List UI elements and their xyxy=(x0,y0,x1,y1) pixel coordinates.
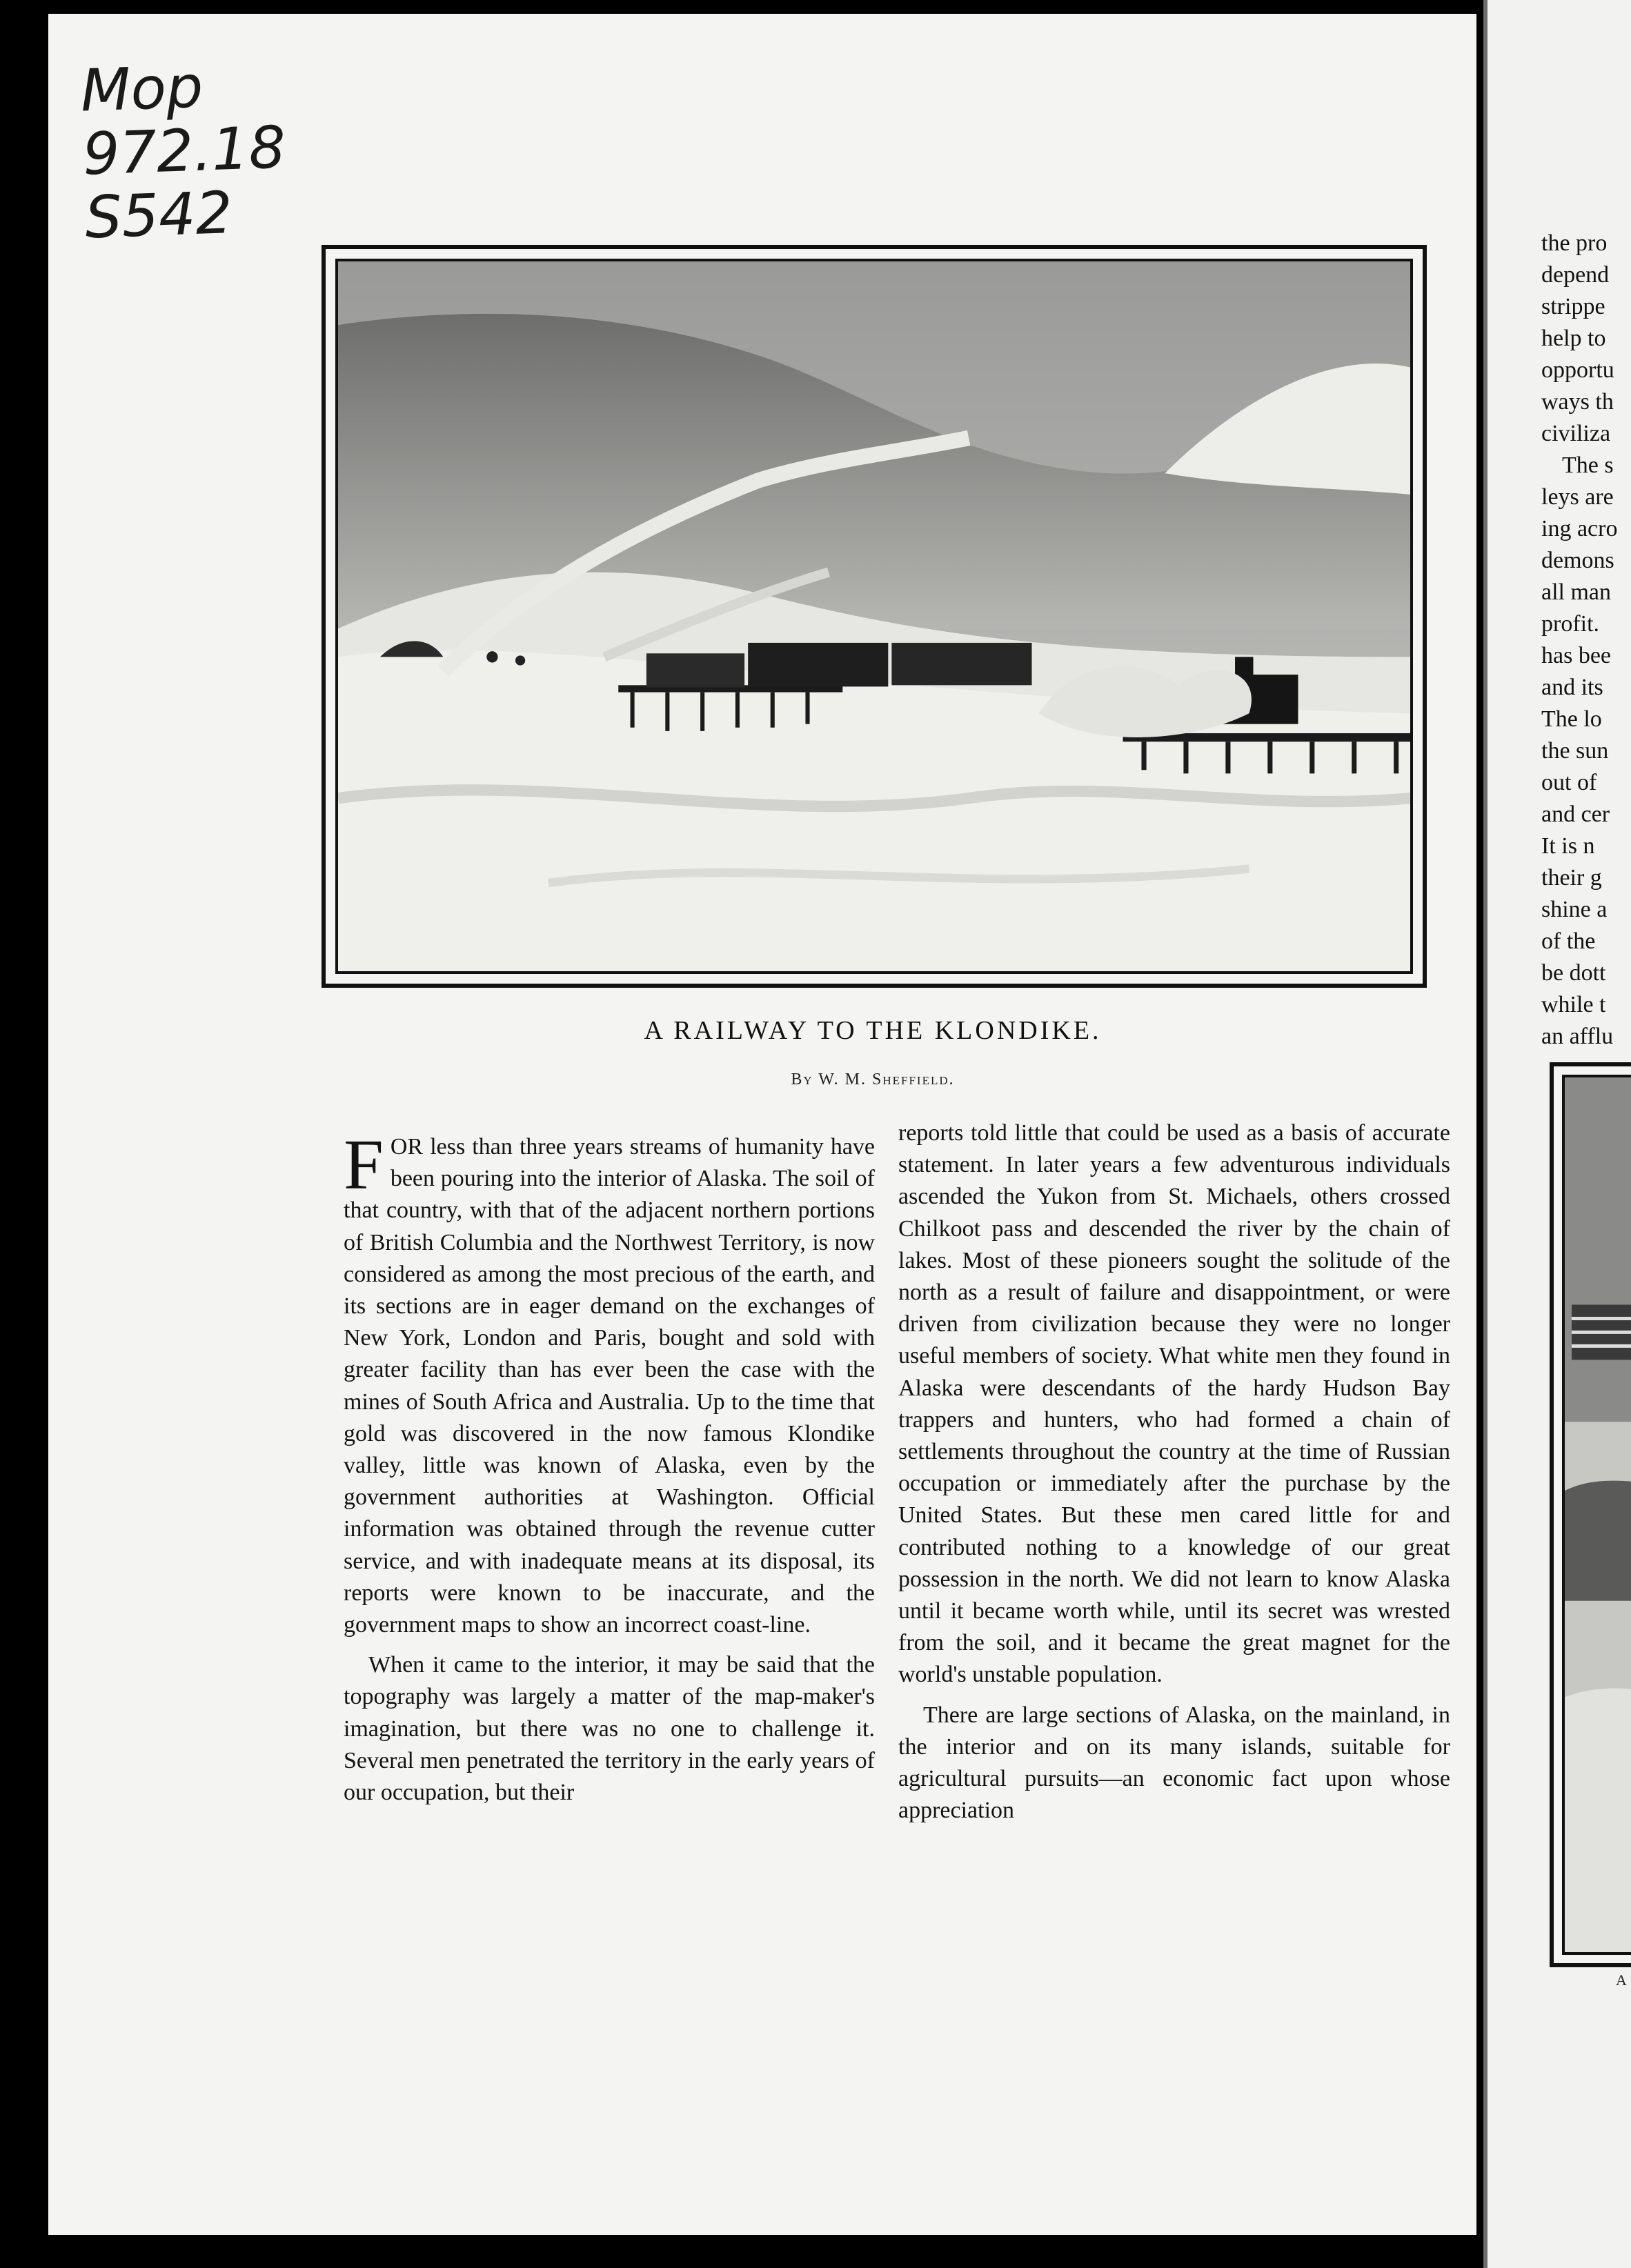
right-illustration-image xyxy=(1562,1075,1631,1955)
text-line-fragment: opportu xyxy=(1541,357,1614,383)
text-line-fragment: out of xyxy=(1541,770,1597,795)
right-page-illustration xyxy=(1550,1062,1631,1967)
text-line-fragment: all man xyxy=(1541,579,1612,605)
railway-illustration xyxy=(322,245,1427,988)
text-line-fragment: demons xyxy=(1541,548,1614,573)
paragraph: When it came to the interior, it may be said that the topography was largely a matter of the map-maker's imagination, but there was no one to challenge it. Several men penetrated the territory in the early years of our occupation, but their xyxy=(344,1652,875,1806)
article-title: A RAILWAY TO THE KLONDIKE. xyxy=(644,1016,1102,1045)
text-line-fragment: and its xyxy=(1541,675,1603,700)
text-line-fragment: an afflu xyxy=(1541,1024,1614,1049)
paragraph: reports told little that could be used as a basis of accurate statement. In later years a few adventurous individuals ascended the Yukon from St. Michaels, others crossed Chilkoot pass and descended the river by the chain of lakes. Most of these pioneers sought the solitude of the north as a result of failure and disappointment, or were driven from civilization because they were no longer useful members of society. What white men they found in Alaska were descendants of the hardy Hudson Bay trappers and hunters, who had formed a chain of settlements throughout the country at the time of Russian occupation or immediately after the purchase by the United States. But these men cared little for and contributed nothing to a knowledge of our great possession in the north. We did not learn to know Alaska until it became worth while, until its secret was wrested from the soil, and it became the great magnet for the world's unstable population. xyxy=(898,1120,1450,1688)
text-line-fragment: of the xyxy=(1541,928,1596,954)
paragraph: There are large sections of Alaska, on the mainland, in the interior and on its many islands, suitable for agricultural pursuits—an economic fact upon whose appreciation xyxy=(898,1702,1450,1824)
text-line-fragment: shine a xyxy=(1541,897,1608,922)
text-line-fragment: help to xyxy=(1541,326,1606,351)
text-line-fragment: civiliza xyxy=(1541,421,1611,446)
paragraph-text: OR less than three years streams of humanity have been pouring into the interior of Alaska. The soil of that country, with that of the adjacent northern portions of British Columbia and the Northwest Territory, is now considered as among the most precious of the earth, and its sections are in eager demand on the exchanges of New York, London and Paris, bought and sold with greater facility than has ever been the case with the mines of South Africa and Australia. Up to the time that gold was discovered in the now famous Klondike valley, little was known of Alaska, even by the government authorities at Washington. Official information was obtained through the revenue cutter service, and with inadequate means at its disposal, its reports were known to be inaccurate, and the government maps to show an incorrect coast-line. xyxy=(344,1134,875,1638)
text-line-fragment: the sun xyxy=(1541,738,1609,764)
text-line-fragment: strippe xyxy=(1541,294,1605,319)
call-number-annotation xyxy=(79,52,306,250)
text-line-fragment: be dott xyxy=(1541,960,1606,986)
article-column-2 xyxy=(898,1117,1450,1835)
article-byline: By W. M. Sheffield. xyxy=(791,1071,955,1088)
call-number-line: S542 xyxy=(83,179,234,252)
text-line-fragment: their g xyxy=(1541,865,1602,891)
article-column-1 xyxy=(344,1125,875,1817)
paragraph xyxy=(344,1125,875,1641)
drop-cap: F xyxy=(344,1125,384,1204)
text-line-fragment: depend xyxy=(1541,262,1610,288)
right-page-fragment xyxy=(1483,0,1631,2268)
flag-scene-picture xyxy=(1565,1077,1631,1952)
call-number-line: Mop xyxy=(79,52,204,125)
text-line-fragment: ways th xyxy=(1541,389,1614,415)
right-illustration-caption: A xyxy=(1616,1971,1627,1989)
text-line-fragment: and cer xyxy=(1541,802,1610,827)
text-line-fragment: ing acro xyxy=(1541,516,1618,541)
text-line-fragment: The lo xyxy=(1541,706,1602,732)
text-line-fragment: The s xyxy=(1562,452,1614,478)
right-page-text xyxy=(1541,228,1631,1053)
text-line-fragment: profit. xyxy=(1541,611,1600,637)
illustration-image xyxy=(335,259,1413,974)
text-line-fragment: It is n xyxy=(1541,833,1595,859)
text-line-fragment: has bee xyxy=(1541,643,1612,668)
snow-railway-picture xyxy=(338,261,1410,971)
call-number-line: 972.18 xyxy=(81,113,287,188)
text-line-fragment: the pro xyxy=(1541,230,1608,256)
text-line-fragment: leys are xyxy=(1541,484,1614,510)
text-line-fragment: while t xyxy=(1541,992,1606,1017)
